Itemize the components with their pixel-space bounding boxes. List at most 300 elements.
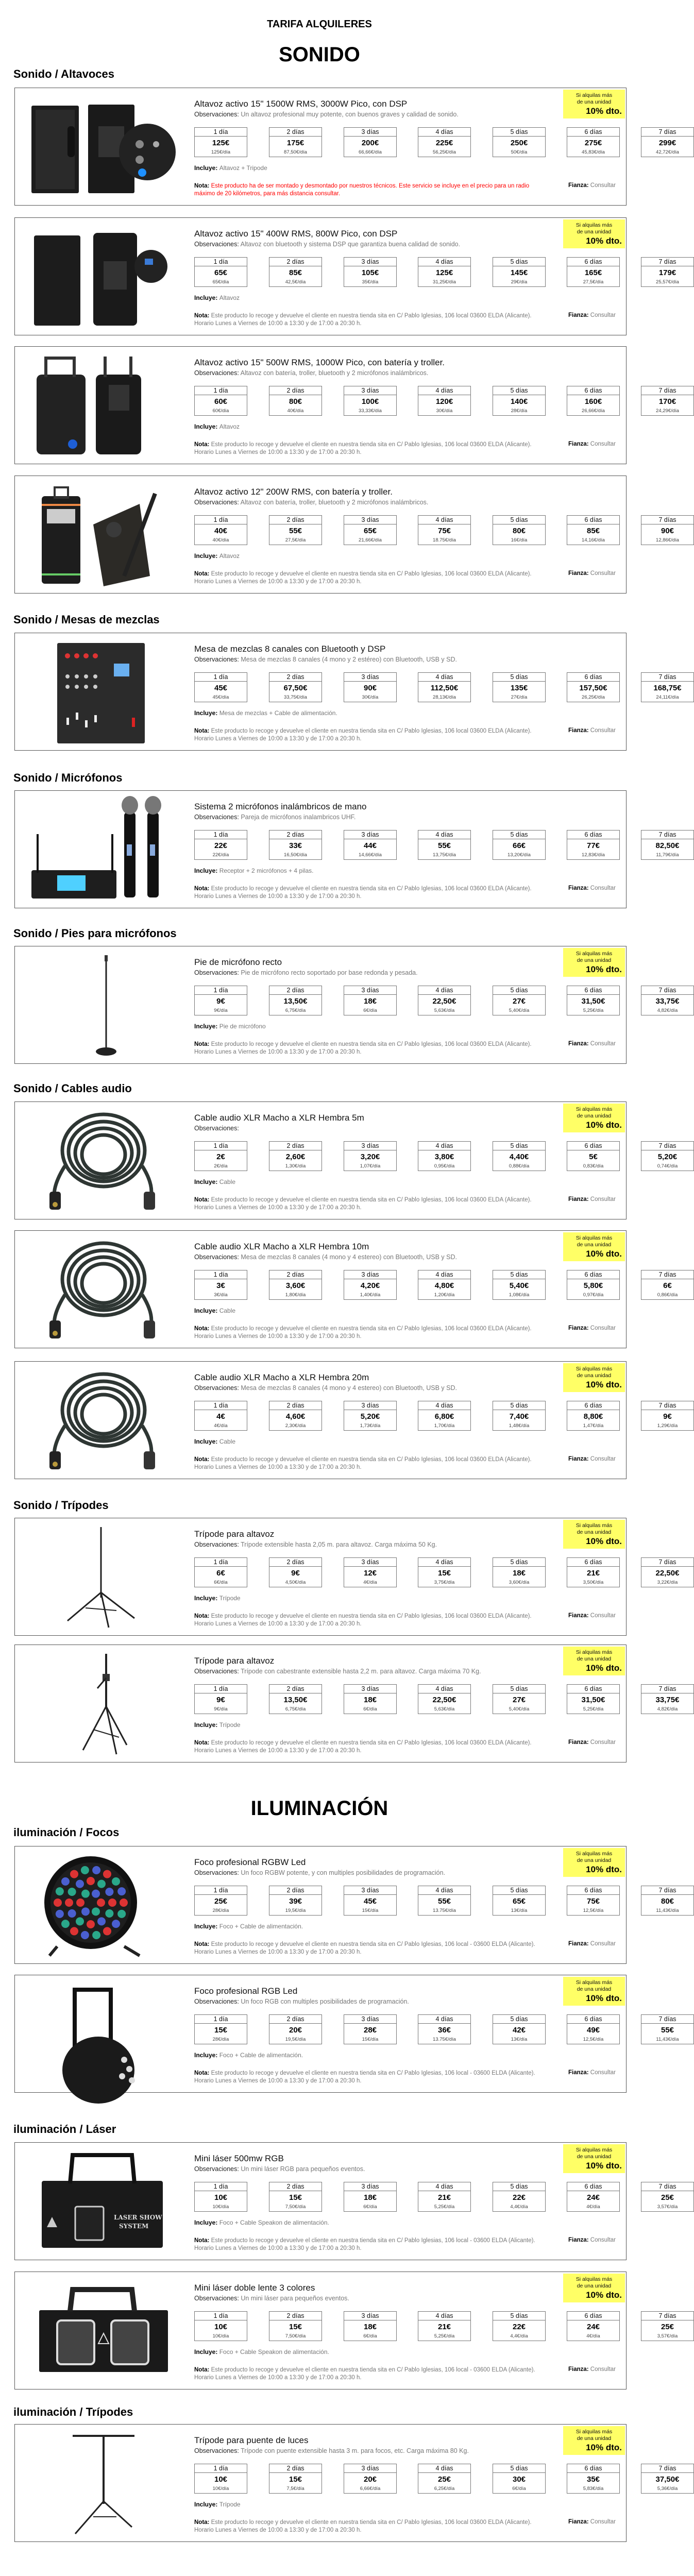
price-total: 82,50€	[655, 841, 680, 850]
product-card	[14, 2142, 678, 2260]
price-total: 21€	[437, 2323, 451, 2331]
deposit-value: Consultar	[590, 2519, 616, 2525]
price-total: 5€	[589, 1153, 598, 1161]
badge-line: de una unidad	[577, 1529, 612, 1535]
price-per-day: 4€/día	[586, 2204, 600, 2210]
price-table	[194, 2311, 678, 2341]
price-total: 6€	[663, 1281, 672, 1290]
price-days-label: 1 día	[195, 2312, 247, 2320]
price-total: 4,60€	[285, 1412, 306, 1421]
price-table	[194, 672, 682, 702]
product-deposit	[568, 2237, 616, 2243]
product-name: Cable audio XLR Macho a XLR Hembra 10m	[194, 1242, 369, 1251]
price-box	[194, 1401, 247, 1431]
price-table	[194, 1886, 679, 1915]
discount-badge	[563, 948, 625, 977]
note-value: Este producto lo recoge y devuelve el cliente en nuestra tienda sita en C/ Pablo Iglesias, 106 local 03600 ELDA (Alicante). Horario Lunes a Viernes de 10:00 a 13:30 y de 17:00 a 20:30 h.	[194, 571, 532, 585]
observations-label: Observaciones:	[194, 969, 241, 976]
badge-line: Si alquilas más	[575, 1235, 613, 1241]
price-days-label: 1 día	[195, 128, 247, 137]
product-deposit	[568, 312, 616, 318]
price-days-label: 1 día	[195, 1886, 247, 1895]
badge-discount: 10% dto.	[586, 1993, 622, 2003]
includes-value: Altavoz	[219, 552, 240, 560]
note-label: Nota:	[194, 442, 211, 448]
price-total: 60€	[214, 397, 228, 406]
price-total: 55€	[289, 527, 302, 535]
section-heading: Sonido / Mesas de mezclas	[13, 613, 160, 626]
price-days-label: 7 días	[641, 386, 693, 395]
price-per-day: 27,5€/día	[285, 537, 306, 543]
observations-label: Observaciones:	[194, 1668, 241, 1675]
price-total: 20€	[289, 2026, 302, 2035]
observations-value: Pie de micrófono recto soportado por base redonda y pesada.	[241, 969, 418, 976]
price-days-label: 3 días	[344, 831, 396, 839]
price-total: 105€	[361, 268, 379, 277]
product-note	[194, 1613, 545, 1628]
price-table	[194, 1684, 680, 1714]
price-total: 55€	[661, 2026, 674, 2035]
price-box	[269, 2464, 322, 2494]
price-total: 5,20€	[657, 1153, 678, 1161]
observations-label: Observaciones:	[194, 1541, 241, 1548]
price-total: 24€	[586, 2193, 600, 2202]
price-per-day: 1,73€/día	[360, 1423, 381, 1429]
price-per-day: 3,50€/día	[583, 1580, 604, 1585]
price-total: 22€	[512, 2323, 526, 2331]
observations-label: Observaciones:	[194, 1998, 241, 2005]
price-total: 179€	[658, 268, 676, 277]
price-days-label: 1 día	[195, 1401, 247, 1410]
includes-label: Incluye:	[194, 423, 219, 430]
price-per-day: 1,08€/día	[509, 1292, 530, 1298]
price-total: 33,75€	[655, 1696, 680, 1704]
price-per-day: 1,80€/día	[285, 1292, 306, 1298]
price-per-day: 15€/día	[362, 1908, 379, 1913]
price-days-label: 5 días	[493, 673, 545, 682]
price-table	[194, 1141, 678, 1171]
note-label: Nota:	[194, 886, 211, 892]
price-days-label: 7 días	[641, 1401, 693, 1410]
price-box	[641, 1684, 694, 1714]
price-box	[344, 2182, 397, 2212]
price-per-day: 12,86€/día	[656, 537, 679, 543]
price-per-day: 6€/día	[214, 1580, 228, 1585]
price-per-day: 4,50€/día	[285, 1580, 306, 1585]
price-days-label: 5 días	[493, 1558, 545, 1567]
product-name: Sistema 2 micrófonos inalámbricos de mano	[194, 802, 367, 811]
price-per-day: 7,50€/día	[285, 2333, 306, 2339]
price-per-day: 5,40€/día	[509, 1706, 530, 1712]
deposit-value: Consultar	[590, 570, 616, 577]
badge-line: Si alquilas más	[575, 2147, 613, 2153]
price-per-day: 24,29€/día	[656, 408, 679, 414]
price-per-day: 9€/día	[214, 1008, 228, 1013]
price-total: 44€	[363, 841, 377, 850]
product-card	[14, 946, 680, 1064]
price-table	[194, 127, 679, 157]
includes-label: Incluye:	[194, 1023, 219, 1030]
product-note	[194, 1196, 545, 1212]
includes-value: Trípode	[219, 2501, 241, 2508]
price-box	[567, 2182, 620, 2212]
includes-label: Incluye:	[194, 1721, 219, 1728]
price-total: 28€	[363, 2026, 377, 2035]
price-box	[641, 2182, 694, 2212]
product-deposit	[568, 1325, 616, 1331]
deposit-label: Fianza:	[568, 2237, 590, 2243]
price-days-label: 5 días	[493, 1270, 545, 1279]
price-per-day: 1,07€/día	[360, 1163, 381, 1169]
price-days-label: 7 días	[641, 2182, 693, 2191]
price-total: 165€	[584, 268, 602, 277]
price-days-label: 7 días	[641, 986, 693, 995]
includes-label: Incluye:	[194, 552, 219, 560]
price-days-label: 4 días	[418, 2015, 470, 2024]
price-box	[567, 2464, 620, 2494]
price-box	[194, 986, 247, 1015]
product-deposit	[568, 2519, 616, 2525]
product-includes	[194, 867, 313, 874]
badge-line: de una unidad	[577, 2435, 612, 2442]
note-label: Nota:	[194, 2070, 211, 2076]
section-heading: Sonido / Pies para micrófonos	[13, 927, 177, 940]
price-per-day: 3,57€/día	[657, 2204, 678, 2210]
discount-badge	[563, 1520, 625, 1549]
includes-label: Incluye:	[194, 1438, 219, 1445]
product-observations	[194, 2295, 349, 2302]
deposit-label: Fianza:	[568, 1941, 590, 1947]
price-days-label: 7 días	[641, 516, 693, 524]
badge-discount: 10% dto.	[586, 964, 622, 974]
price-days-label: 4 días	[418, 986, 470, 995]
price-per-day: 3,60€/día	[509, 1580, 530, 1585]
price-box	[194, 257, 247, 287]
price-box	[269, 1684, 322, 1714]
note-label: Nota:	[194, 2238, 211, 2244]
deposit-label: Fianza:	[568, 441, 590, 447]
price-box	[344, 2014, 397, 2044]
product-includes	[194, 1923, 303, 1930]
product-image-rgbw-par	[21, 1854, 181, 1957]
price-box	[344, 1557, 397, 1587]
price-per-day: 1,30€/día	[285, 1163, 306, 1169]
price-per-day: 11,79€/día	[656, 852, 679, 858]
price-per-day: 27,5€/día	[583, 279, 604, 285]
price-days-label: 4 días	[418, 128, 470, 137]
price-per-day: 12,5€/día	[583, 2037, 604, 2042]
price-total: 9€	[663, 1412, 672, 1421]
price-per-day: 45,83€/día	[582, 149, 605, 155]
discount-badge	[563, 1647, 625, 1675]
price-per-day: 6€/día	[363, 2204, 377, 2210]
price-total: 36€	[437, 2026, 451, 2035]
price-days-label: 1 día	[195, 258, 247, 266]
price-days-label: 5 días	[493, 1142, 545, 1150]
price-total: 10€	[214, 2193, 228, 2202]
price-per-day: 19,5€/día	[285, 1908, 306, 1913]
product-card	[14, 2272, 678, 2389]
observations-label: Observaciones:	[194, 369, 241, 377]
price-box	[418, 1141, 471, 1171]
product-observations	[194, 656, 457, 663]
product-note	[194, 2237, 545, 2252]
price-total: 2,60€	[285, 1153, 306, 1161]
includes-label: Incluye:	[194, 2219, 219, 2226]
price-total: 75€	[437, 527, 451, 535]
product-includes	[194, 2348, 329, 2355]
price-days-label: 4 días	[418, 1558, 470, 1567]
note-value: Este producto lo recoge y devuelve el cliente en nuestra tienda sita en C/ Pablo Iglesias, 106 local 03600 ELDA (Alicante). Horario Lunes a Viernes de 10:00 a 13:30 y de 17:00 a 20:30 h.	[194, 1456, 532, 1470]
product-observations	[194, 111, 459, 118]
price-total: 6€	[216, 1569, 225, 1578]
includes-label: Incluye:	[194, 164, 219, 172]
badge-line: de una unidad	[577, 229, 612, 235]
price-days-label: 7 días	[641, 1685, 693, 1693]
product-card	[14, 790, 680, 908]
price-box	[641, 1270, 694, 1300]
badge-line: Si alquilas más	[575, 1851, 613, 1857]
price-table	[194, 2182, 678, 2211]
price-total: 90€	[661, 527, 674, 535]
price-per-day: 6,75€/día	[285, 1706, 306, 1712]
price-per-day: 4,82€/día	[657, 1706, 678, 1712]
price-total: 21€	[437, 2193, 451, 2202]
price-box	[194, 127, 247, 157]
badge-discount: 10% dto.	[586, 1663, 622, 1673]
price-per-day: 13,20€/día	[507, 852, 531, 858]
price-days-label: 5 días	[493, 2312, 545, 2320]
section-heading: iluminación / Trípodes	[13, 2405, 133, 2418]
price-box	[194, 2014, 247, 2044]
price-total: 66€	[512, 841, 526, 850]
product-includes	[194, 164, 267, 172]
deposit-value: Consultar	[590, 2366, 616, 2372]
discount-badge	[563, 1104, 625, 1132]
note-value: Este producto lo recoge y devuelve el cliente en nuestra tienda sita en C/ Pablo Iglesias, 106 local - 03600 ELDA (Alicante). Horario Lunes a Viernes de 10:00 a 13:30 y de 17:00 a 20:30 h.	[194, 1941, 535, 1955]
deposit-value: Consultar	[590, 2237, 616, 2243]
includes-label: Incluye:	[194, 867, 219, 874]
price-days-label: 6 días	[567, 1401, 619, 1410]
price-per-day: 0,83€/día	[583, 1163, 604, 1169]
product-card	[14, 2424, 680, 2542]
price-total: 125€	[212, 139, 230, 147]
price-total: 135€	[510, 684, 528, 692]
badge-line: de una unidad	[577, 1857, 612, 1863]
price-box	[269, 830, 322, 860]
price-box	[567, 1401, 620, 1431]
badge-line: de una unidad	[577, 2154, 612, 2160]
price-per-day: 33,75€/día	[284, 694, 307, 700]
price-per-day: 1,70€/día	[434, 1423, 455, 1429]
price-total: 6,80€	[434, 1412, 454, 1421]
price-per-day: 28€/día	[212, 1908, 229, 1913]
product-includes	[194, 1595, 241, 1602]
price-per-day: 56,25€/día	[433, 149, 456, 155]
price-total: 3,60€	[285, 1281, 306, 1290]
section-heading: iluminación / Focos	[13, 1826, 120, 1839]
includes-value: Pie de micrófono	[219, 1023, 266, 1030]
price-days-label: 3 días	[344, 1558, 396, 1567]
observations-label: Observaciones:	[194, 1125, 239, 1132]
price-box	[194, 1886, 247, 1916]
price-table	[194, 986, 680, 1015]
product-name: Altavoz activo 12" 200W RMS, con batería y troller.	[194, 487, 393, 497]
section-heading: Sonido / Altavoces	[13, 67, 115, 80]
price-box	[567, 1270, 620, 1300]
price-days-label: 6 días	[567, 258, 619, 266]
price-box	[418, 386, 471, 416]
price-per-day: 33,33€/día	[359, 408, 382, 414]
price-box	[493, 386, 546, 416]
deposit-value: Consultar	[590, 182, 616, 189]
price-box	[641, 1141, 694, 1171]
badge-discount: 10% dto.	[586, 106, 622, 116]
price-table	[194, 1401, 678, 1430]
product-note	[194, 2519, 545, 2534]
price-box	[418, 1886, 471, 1916]
price-per-day: 87,50€/día	[284, 149, 307, 155]
product-card	[14, 1975, 679, 2093]
price-box	[493, 2182, 546, 2212]
product-card	[14, 346, 679, 464]
price-box	[269, 1401, 322, 1431]
product-includes	[194, 2052, 303, 2059]
product-observations	[194, 1668, 481, 1675]
category-title-sonido: SONIDO	[279, 43, 360, 66]
price-days-label: 1 día	[195, 2182, 247, 2191]
section-heading: Sonido / Cables audio	[13, 1082, 132, 1095]
deposit-label: Fianza:	[568, 1456, 590, 1462]
product-image-mic-stand	[21, 954, 181, 1057]
price-box	[269, 1141, 322, 1171]
price-box	[641, 2464, 694, 2494]
product-name: Mini láser 500mw RGB	[194, 2154, 284, 2163]
price-box	[344, 1141, 397, 1171]
price-days-label: 4 días	[418, 1401, 470, 1410]
price-days-label: 2 días	[269, 258, 321, 266]
note-label: Nota:	[194, 1613, 211, 1619]
product-name: Trípode para altavoz	[194, 1529, 275, 1539]
price-per-day: 30€/día	[362, 694, 379, 700]
price-total: 4,40€	[509, 1153, 529, 1161]
price-box	[269, 257, 322, 287]
price-days-label: 5 días	[493, 2464, 545, 2473]
price-total: 9€	[291, 1569, 300, 1578]
price-total: 25€	[661, 2193, 674, 2202]
price-days-label: 2 días	[269, 128, 321, 137]
price-box	[344, 515, 397, 545]
price-box	[194, 2464, 247, 2494]
price-box	[418, 1270, 471, 1300]
price-total: 49€	[586, 2026, 600, 2035]
price-total: 170€	[658, 397, 676, 406]
price-days-label: 5 días	[493, 831, 545, 839]
product-includes	[194, 1178, 235, 1185]
price-total: 125€	[435, 268, 453, 277]
observations-label: Observaciones:	[194, 2165, 241, 2173]
price-box	[344, 1401, 397, 1431]
price-days-label: 2 días	[269, 2312, 321, 2320]
includes-label: Incluye:	[194, 2052, 219, 2059]
product-image-speaker-12-battery	[21, 483, 181, 586]
badge-line: Si alquilas más	[575, 1649, 613, 1655]
price-total: 80€	[289, 397, 302, 406]
note-value: Este producto lo recoge y devuelve el cliente en nuestra tienda sita en C/ Pablo Iglesias, 106 local 03600 ELDA (Alicante). Horario Lunes a Viernes de 10:00 a 13:30 y de 17:00 a 20:30 h.	[194, 2519, 532, 2533]
includes-value: Altavoz	[219, 423, 240, 430]
price-days-label: 6 días	[567, 2182, 619, 2191]
price-per-day: 26,66€/día	[582, 408, 605, 414]
price-days-label: 7 días	[641, 128, 693, 137]
note-label: Nota:	[194, 1456, 211, 1463]
price-total: 65€	[363, 527, 377, 535]
price-total: 22,50€	[655, 1569, 680, 1578]
badge-discount: 10% dto.	[586, 1380, 622, 1389]
price-per-day: 22€/día	[212, 852, 229, 858]
note-label: Nota:	[194, 2519, 211, 2526]
note-label: Nota:	[194, 1740, 211, 1746]
price-total: 42€	[512, 2026, 526, 2035]
product-name: Foco profesional RGBW Led	[194, 1857, 306, 1867]
price-days-label: 6 días	[567, 1142, 619, 1150]
deposit-label: Fianza:	[568, 2366, 590, 2372]
price-per-day: 6,75€/día	[285, 1008, 306, 1013]
price-days-label: 3 días	[344, 2182, 396, 2191]
price-days-label: 1 día	[195, 1685, 247, 1693]
product-name: Altavoz activo 15" 1500W RMS, 3000W Pico, con DSP	[194, 99, 408, 109]
price-per-day: 5,63€/día	[434, 1008, 455, 1013]
deposit-value: Consultar	[590, 1941, 616, 1947]
note-value: Este producto lo recoge y devuelve el cliente en nuestra tienda sita en C/ Pablo Iglesias, 106 local 03600 ELDA (Alicante). Horario Lunes a Viernes de 10:00 a 13:30 y de 17:00 a 20:30 h.	[194, 1740, 532, 1754]
price-days-label: 4 días	[418, 2312, 470, 2320]
product-deposit	[568, 570, 616, 577]
svg-text:SYSTEM: SYSTEM	[119, 2223, 149, 2230]
price-days-label: 5 días	[493, 2015, 545, 2024]
price-days-label: 2 días	[269, 1401, 321, 1410]
observations-value: Altavoz con batería, troller, bluetooth y 2 micrófonos inalámbricos.	[240, 369, 429, 377]
price-box	[567, 830, 620, 860]
price-total: 20€	[363, 2475, 377, 2484]
price-box	[641, 1557, 694, 1587]
price-box	[269, 2014, 322, 2044]
badge-discount: 10% dto.	[586, 1865, 622, 1874]
product-deposit	[568, 182, 616, 189]
product-note	[194, 2070, 545, 2085]
product-image-rgb-par	[21, 1982, 181, 2086]
deposit-value: Consultar	[590, 1325, 616, 1331]
product-deposit	[568, 1196, 616, 1202]
product-note	[194, 570, 545, 586]
price-days-label: 5 días	[493, 986, 545, 995]
price-box	[269, 1270, 322, 1300]
discount-badge	[563, 1363, 625, 1392]
price-per-day: 28€/día	[212, 2037, 229, 2042]
includes-label: Incluye:	[194, 1307, 219, 1314]
price-days-label: 7 días	[641, 1270, 693, 1279]
price-box	[641, 2311, 694, 2341]
price-total: 250€	[510, 139, 528, 147]
discount-badge	[563, 1848, 625, 1877]
price-days-label: 3 días	[344, 1142, 396, 1150]
note-value: Este producto lo recoge y devuelve el cliente en nuestra tienda sita en C/ Pablo Iglesias, 106 local 03600 ELDA (Alicante). Horario Lunes a Viernes de 10:00 a 13:30 y de 17:00 a 20:30 h.	[194, 313, 532, 327]
price-total: 225€	[435, 139, 453, 147]
price-days-label: 3 días	[344, 673, 396, 682]
price-per-day: 1,47€/día	[583, 1423, 604, 1429]
note-label: Nota:	[194, 313, 211, 319]
price-box	[418, 2182, 471, 2212]
note-value: Este producto lo recoge y devuelve el cliente en nuestra tienda sita en C/ Pablo Iglesias, 106 local - 03600 ELDA (Alicante). Horario Lunes a Viernes de 10:00 a 13:30 y de 17:00 a 20:30 h.	[194, 2238, 535, 2251]
price-box	[567, 1684, 620, 1714]
